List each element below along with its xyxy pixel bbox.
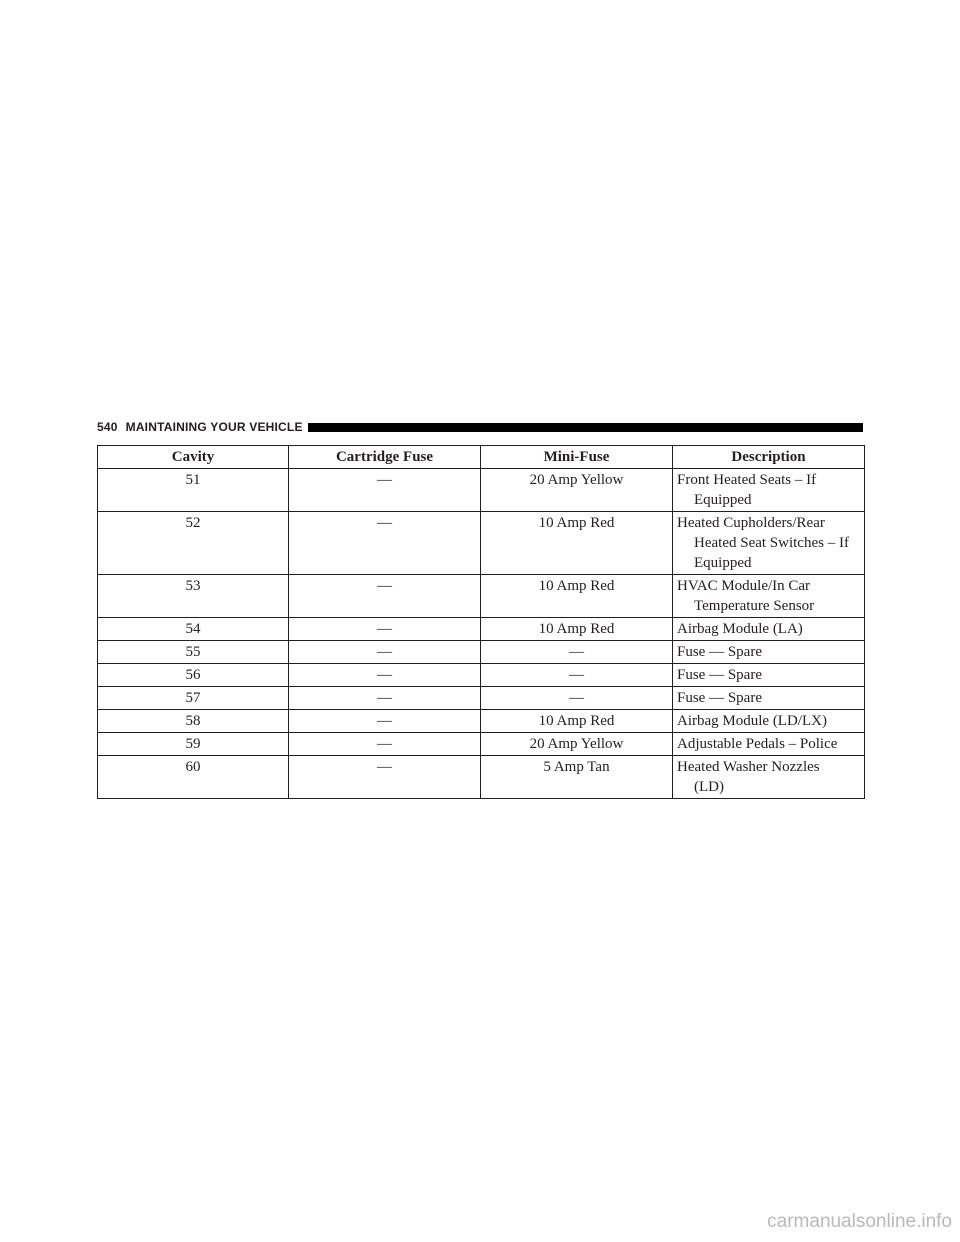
- column-header-mini-fuse: Mini-Fuse: [481, 446, 673, 469]
- cartridge-fuse-cell: —: [289, 687, 481, 710]
- section-title: MAINTAINING YOUR VEHICLE: [125, 420, 303, 434]
- mini-fuse-cell: 20 Amp Yellow: [481, 733, 673, 756]
- cavity-cell: 55: [98, 641, 289, 664]
- mini-fuse-cell: 10 Amp Red: [481, 575, 673, 618]
- cartridge-fuse-cell: —: [289, 512, 481, 575]
- description-cell: [673, 733, 865, 756]
- watermark: carmanualsonline.info: [767, 1211, 952, 1232]
- fuse-table: [97, 445, 865, 799]
- description-line: (LD): [694, 779, 724, 795]
- table-row: [98, 733, 865, 756]
- cartridge-fuse-cell: —: [289, 733, 481, 756]
- mini-fuse-cell: 10 Amp Red: [481, 618, 673, 641]
- cavity-cell: 58: [98, 710, 289, 733]
- mini-fuse-cell: 20 Amp Yellow: [481, 469, 673, 512]
- mini-fuse-cell: 5 Amp Tan: [481, 756, 673, 799]
- description-line: Adjustable Pedals – Police: [677, 736, 838, 752]
- description-cell: [673, 710, 865, 733]
- cavity-cell: 57: [98, 687, 289, 710]
- table-row: [98, 575, 865, 618]
- cavity-cell: 56: [98, 664, 289, 687]
- column-header-description: Description: [673, 446, 865, 469]
- description-cell: [673, 756, 865, 799]
- cavity-cell: 60: [98, 756, 289, 799]
- description-line: Heated Seat Switches – If: [694, 535, 849, 551]
- description-cell: [673, 641, 865, 664]
- cartridge-fuse-cell: —: [289, 664, 481, 687]
- table-row: [98, 687, 865, 710]
- cavity-cell: 53: [98, 575, 289, 618]
- table-row: [98, 756, 865, 799]
- column-header-cavity: Cavity: [98, 446, 289, 469]
- description-line: HVAC Module/In Car: [677, 578, 811, 594]
- table-row: [98, 512, 865, 575]
- mini-fuse-cell: —: [481, 687, 673, 710]
- header-rule: [308, 423, 863, 432]
- column-header-cartridge-fuse: Cartridge Fuse: [289, 446, 481, 469]
- cartridge-fuse-cell: —: [289, 756, 481, 799]
- table-row: [98, 710, 865, 733]
- cartridge-fuse-cell: —: [289, 641, 481, 664]
- cavity-cell: 59: [98, 733, 289, 756]
- description-cell: [673, 575, 865, 618]
- description-line: Heated Cupholders/Rear: [677, 515, 825, 531]
- table-row: [98, 469, 865, 512]
- mini-fuse-cell: —: [481, 664, 673, 687]
- cartridge-fuse-cell: —: [289, 469, 481, 512]
- mini-fuse-cell: —: [481, 641, 673, 664]
- table-row: [98, 664, 865, 687]
- description-cell: [673, 469, 865, 512]
- description-line: Airbag Module (LA): [677, 621, 803, 637]
- cartridge-fuse-cell: —: [289, 575, 481, 618]
- mini-fuse-cell: 10 Amp Red: [481, 710, 673, 733]
- description-line: Temperature Sensor: [694, 598, 815, 614]
- cavity-cell: 52: [98, 512, 289, 575]
- description-line: Fuse — Spare: [677, 690, 762, 706]
- table-row: [98, 618, 865, 641]
- table-header-row: [98, 446, 865, 469]
- page-number: 540: [97, 420, 118, 434]
- description-line: Fuse — Spare: [677, 644, 762, 660]
- page-header: [97, 419, 863, 435]
- description-cell: [673, 512, 865, 575]
- description-line: Equipped: [694, 555, 752, 571]
- cartridge-fuse-cell: —: [289, 618, 481, 641]
- description-line: Equipped: [694, 492, 752, 508]
- description-cell: [673, 687, 865, 710]
- mini-fuse-cell: 10 Amp Red: [481, 512, 673, 575]
- cartridge-fuse-cell: —: [289, 710, 481, 733]
- description-line: Front Heated Seats – If: [677, 472, 817, 488]
- description-cell: [673, 618, 865, 641]
- cavity-cell: 54: [98, 618, 289, 641]
- description-cell: [673, 664, 865, 687]
- table-row: [98, 641, 865, 664]
- cavity-cell: 51: [98, 469, 289, 512]
- description-line: Heated Washer Nozzles: [677, 759, 820, 775]
- description-line: Airbag Module (LD/LX): [677, 713, 827, 729]
- description-line: Fuse — Spare: [677, 667, 762, 683]
- table-body: [98, 469, 865, 799]
